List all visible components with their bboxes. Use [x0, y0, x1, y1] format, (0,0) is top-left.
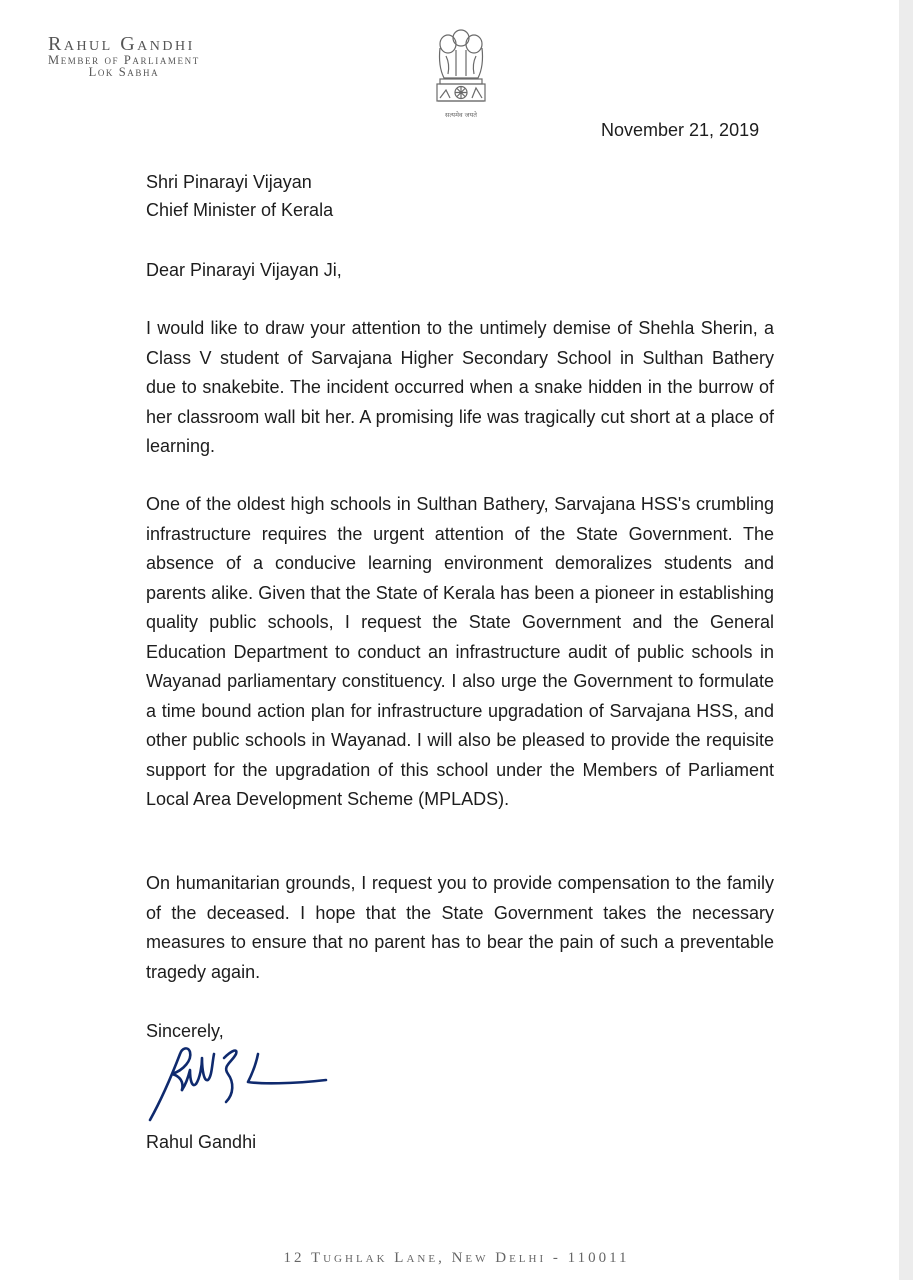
closing: Sincerely,: [146, 1021, 224, 1041]
recipient-name: Shri Pinarayi Vijayan: [146, 172, 312, 192]
letterhead-title: Member of Parliament: [48, 53, 200, 67]
letterhead: [48, 34, 200, 78]
body-paragraph-2: One of the oldest high schools in Sulthan Bathery, Sarvajana HSS's crumbling infrastructure requires the urgent attention of the State Government. The absence of a conducive learning environment demoralizes students and parents alike. Given that the State of Kerala has been a pioneer in establishing quality public schools, I request the State Government and the General Education Department to conduct an infrastructure audit of public schools in Wayanad parliamentary constituency. I also urge the Government to formulate a time bound action plan for infrastructure upgradation of Sarvajana HSS, and other public schools in Wayanad. I will also be pleased to provide the requisite support for the upgradation of this school under the Members of Parliament Local Area Development Scheme (MPLADS).: [146, 494, 774, 809]
letterhead-name: Rahul Gandhi: [48, 33, 195, 55]
letter-date: November 21, 2019: [601, 120, 760, 140]
salutation: Dear Pinarayi Vijayan Ji,: [146, 260, 342, 280]
handwritten-signature: [142, 1040, 332, 1125]
letterhead-house: Lok Sabha: [88, 65, 160, 79]
recipient-title: Chief Minister of Kerala: [146, 200, 334, 220]
footer-address: 12 Tughlak Lane, New Delhi - 110011: [283, 1250, 630, 1266]
national-emblem-icon: [430, 26, 492, 122]
svg-text:सत्यमेव जयते: सत्यमेव जयते: [445, 111, 477, 119]
body-paragraph-3: On humanitarian grounds, I request you to provide compensation to the family of the deceased. I hope that the State Government takes the necessary measures to ensure that no parent has to bear the pain of such a preventable tragedy again.: [146, 873, 774, 982]
body-paragraph-1: I would like to draw your attention to the untimely demise of Shehla Sherin, a Class V student of Sarvajana Higher Secondary School in Sulthan Bathery due to snakebite. The incident occurred when a snake hidden in the burrow of her classroom wall bit her. A promising life was tragically cut short at a place of learning.: [146, 318, 774, 456]
recipient-address: [146, 168, 774, 224]
signatory-name: Rahul Gandhi: [146, 1132, 257, 1152]
